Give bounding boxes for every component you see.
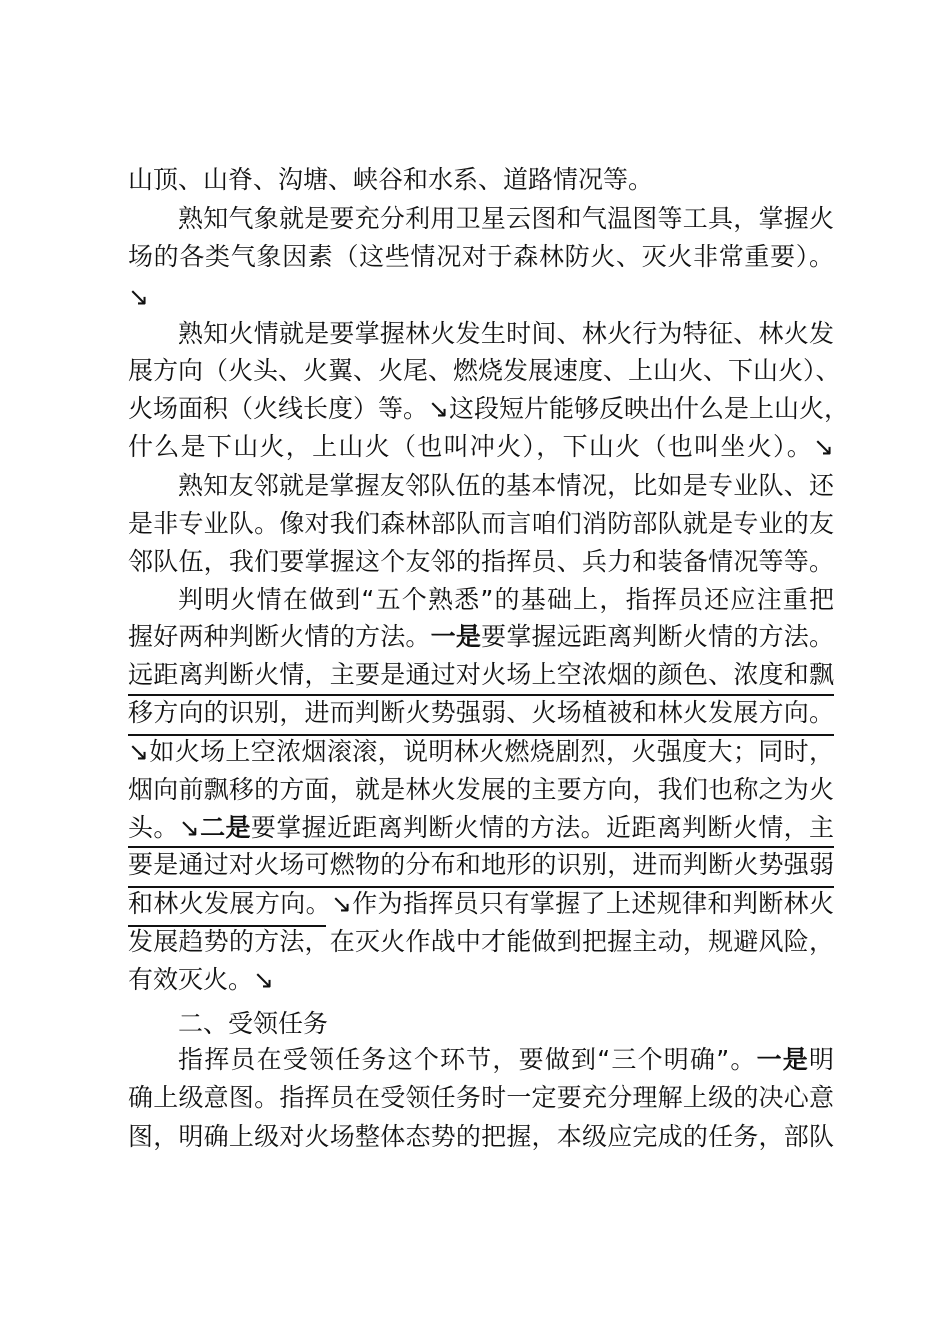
bold-marker: 二是 (199, 813, 251, 842)
text-line: 有效灭火。↘ (128, 965, 274, 994)
text-line: ↘如火场上空浓烟滚滚，说明林火燃烧剧烈，火强度大；同时， (128, 737, 834, 766)
text-line: 场的各类气象因素（这些情况对于森林防火、灭火非常重要）。 (128, 242, 834, 271)
text-line: 发展趋势的方法，在灭火作战中才能做到把握主动，规避风险， (128, 927, 834, 956)
text-line (178, 1044, 834, 1076)
text-line: 是非专业队。像对我们森林部队而言咱们消防部队就是专业的友 (128, 509, 834, 538)
text-run: 握好两种判断火情的方法。 (128, 622, 431, 651)
text-line (128, 621, 834, 653)
text-line: 山顶、山脊、沟塘、峡谷和水系、道路情况等。 (128, 165, 654, 194)
text-run: 头。↘ (128, 813, 200, 842)
text-line: 图，明确上级对火场整体态势的把握，本级应完成的任务，部队 (128, 1122, 834, 1151)
bold-marker: 一是 (756, 1045, 809, 1074)
text-line: 确上级意图。指挥员在受领任务时一定要充分理解上级的决心意 (128, 1083, 834, 1112)
text-line: ↘ (128, 282, 149, 311)
text-line: 熟知友邻就是掌握友邻队伍的基本情况，比如是专业队、还 (178, 471, 834, 500)
text-line: 熟知火情就是要掌握林火发生时间、林火行为特征、林火发 (178, 319, 834, 348)
section-heading: 二、受领任务 (178, 1009, 329, 1038)
text-line: 要是通过对火场可燃物的分布和地形的识别，进而判断火势强弱 (128, 850, 834, 879)
bold-marker: 一是 (430, 622, 482, 651)
text-line: 烟向前飘移的方面，就是林火发展的主要方向，我们也称之为火 (128, 775, 834, 804)
text-line (128, 812, 834, 844)
text-run: 明 (808, 1045, 834, 1074)
underline-rule (128, 694, 834, 696)
text-run: 指挥员在受领任务这个环节，要做到“三个明确”。 (178, 1045, 757, 1074)
text-line: 什么是下山火，上山火（也叫冲火），下山火（也叫坐火）。↘ (128, 432, 834, 461)
underline-rule (128, 846, 834, 848)
text-line: 火场面积（火线长度）等。↘这段短片能够反映出什么是上山火， (128, 394, 849, 423)
text-line: 展方向（火头、火翼、火尾、燃烧发展速度、上山火、下山火）、 (128, 356, 841, 385)
text-line: 移方向的识别，进而判断火势强弱、火场植被和林火发展方向。 (128, 698, 834, 727)
text-line: 远距离判断火情，主要是通过对火场上空浓烟的颜色、浓度和飘 (128, 660, 834, 689)
text-line: 和林火发展方向。↘作为指挥员只有掌握了上述规律和判断林火 (128, 889, 834, 918)
text-line: 邻队伍，我们要掌握这个友邻的指挥员、兵力和装备情况等等。 (128, 547, 834, 576)
text-run: 要掌握远距离判断火情的方法。 (481, 622, 834, 651)
text-run: 要掌握近距离判断火情的方法。近距离判断火情，主 (250, 813, 834, 842)
text-line: 熟知气象就是要充分利用卫星云图和气温图等工具，掌握火 (178, 204, 834, 233)
text-line: 判明火情在做到“五个熟悉”的基础上，指挥员还应注重把 (178, 585, 834, 614)
